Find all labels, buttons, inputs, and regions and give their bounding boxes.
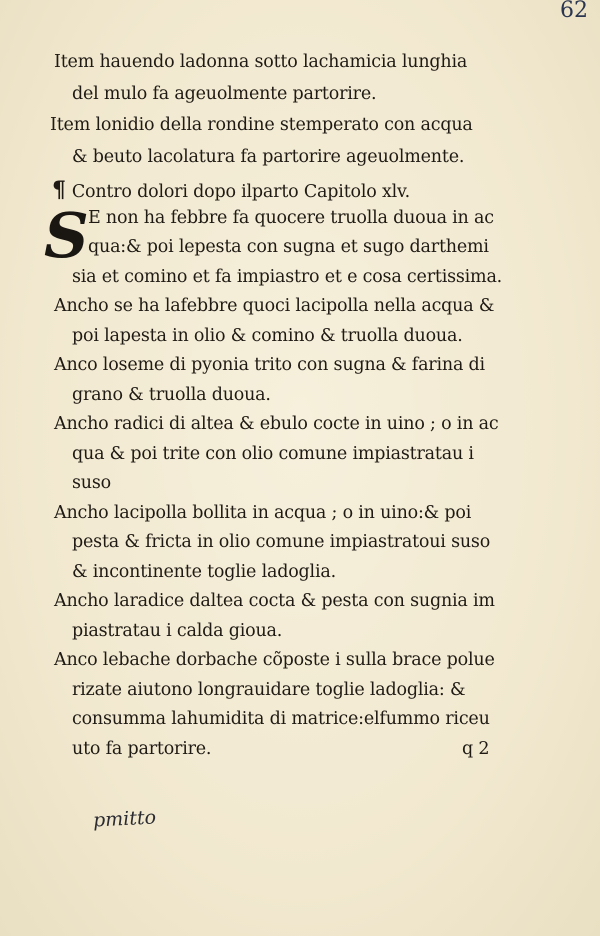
text-line: Anco loseme di pyonia trito con sugna & farina di	[54, 355, 485, 375]
text-line: Ancho radici di altea & ebulo cocte in uino ; o in ac	[54, 414, 499, 434]
text-line: Ancho lacipolla bollita in acqua ; o in uino:& poi	[54, 503, 472, 523]
text-line: qua:& poi lepesta con sugna et sugo darthemi	[88, 237, 489, 257]
text-line: Ancho laradice daltea cocta & pesta con sugnia im	[54, 591, 495, 611]
handwritten-note: pmitto	[92, 806, 157, 832]
text-line: sia et comino et fa impiastro et e cosa certissima.	[72, 267, 503, 287]
text-line: grano & truolla duoua.	[72, 385, 271, 405]
text-line: poi lapesta in olio & comino & truolla duoua.	[72, 326, 463, 346]
text-line: & incontinente toglie ladoglia.	[72, 562, 336, 582]
text-line: & beuto lacolatura fa partorire ageuolmente.	[72, 147, 465, 167]
text-line: E non ha febbre fa quocere truolla duoua in ac	[88, 208, 494, 228]
text-line: Item lonidio della rondine stemperato con acqua	[50, 115, 473, 135]
paragraph-mark-icon: ¶	[52, 177, 66, 203]
text-line: suso	[72, 473, 111, 493]
text-line: Anco lebache dorbache cõposte i sulla brace polue	[54, 650, 495, 670]
drop-initial: S	[44, 199, 89, 272]
text-line: piastratau i calda gioua.	[72, 621, 283, 641]
chapter-heading: ¶ Contro dolori dopo ilparto Capitolo xlv.	[52, 177, 410, 203]
text-line: Ancho se ha lafebbre quoci lacipolla nella acqua &	[54, 296, 495, 316]
text-line: uto fa partorire.	[72, 739, 212, 759]
folio-number: 62	[560, 0, 588, 23]
signature-mark: q 2	[462, 739, 490, 759]
text-line: del mulo fa ageuolmente partorire.	[72, 84, 377, 104]
text-line: pesta & fricta in olio comune impiastratoui suso	[72, 532, 491, 552]
text-line: rizate aiutono longrauidare toglie ladoglia: &	[72, 680, 466, 700]
text-line: qua & poi trite con olio comune impiastratau i	[72, 444, 474, 464]
text-line: consumma lahumidita di matrice:elfummo riceu	[72, 709, 490, 729]
text-line: Item hauendo ladonna sotto lachamicia lunghia	[54, 52, 468, 72]
